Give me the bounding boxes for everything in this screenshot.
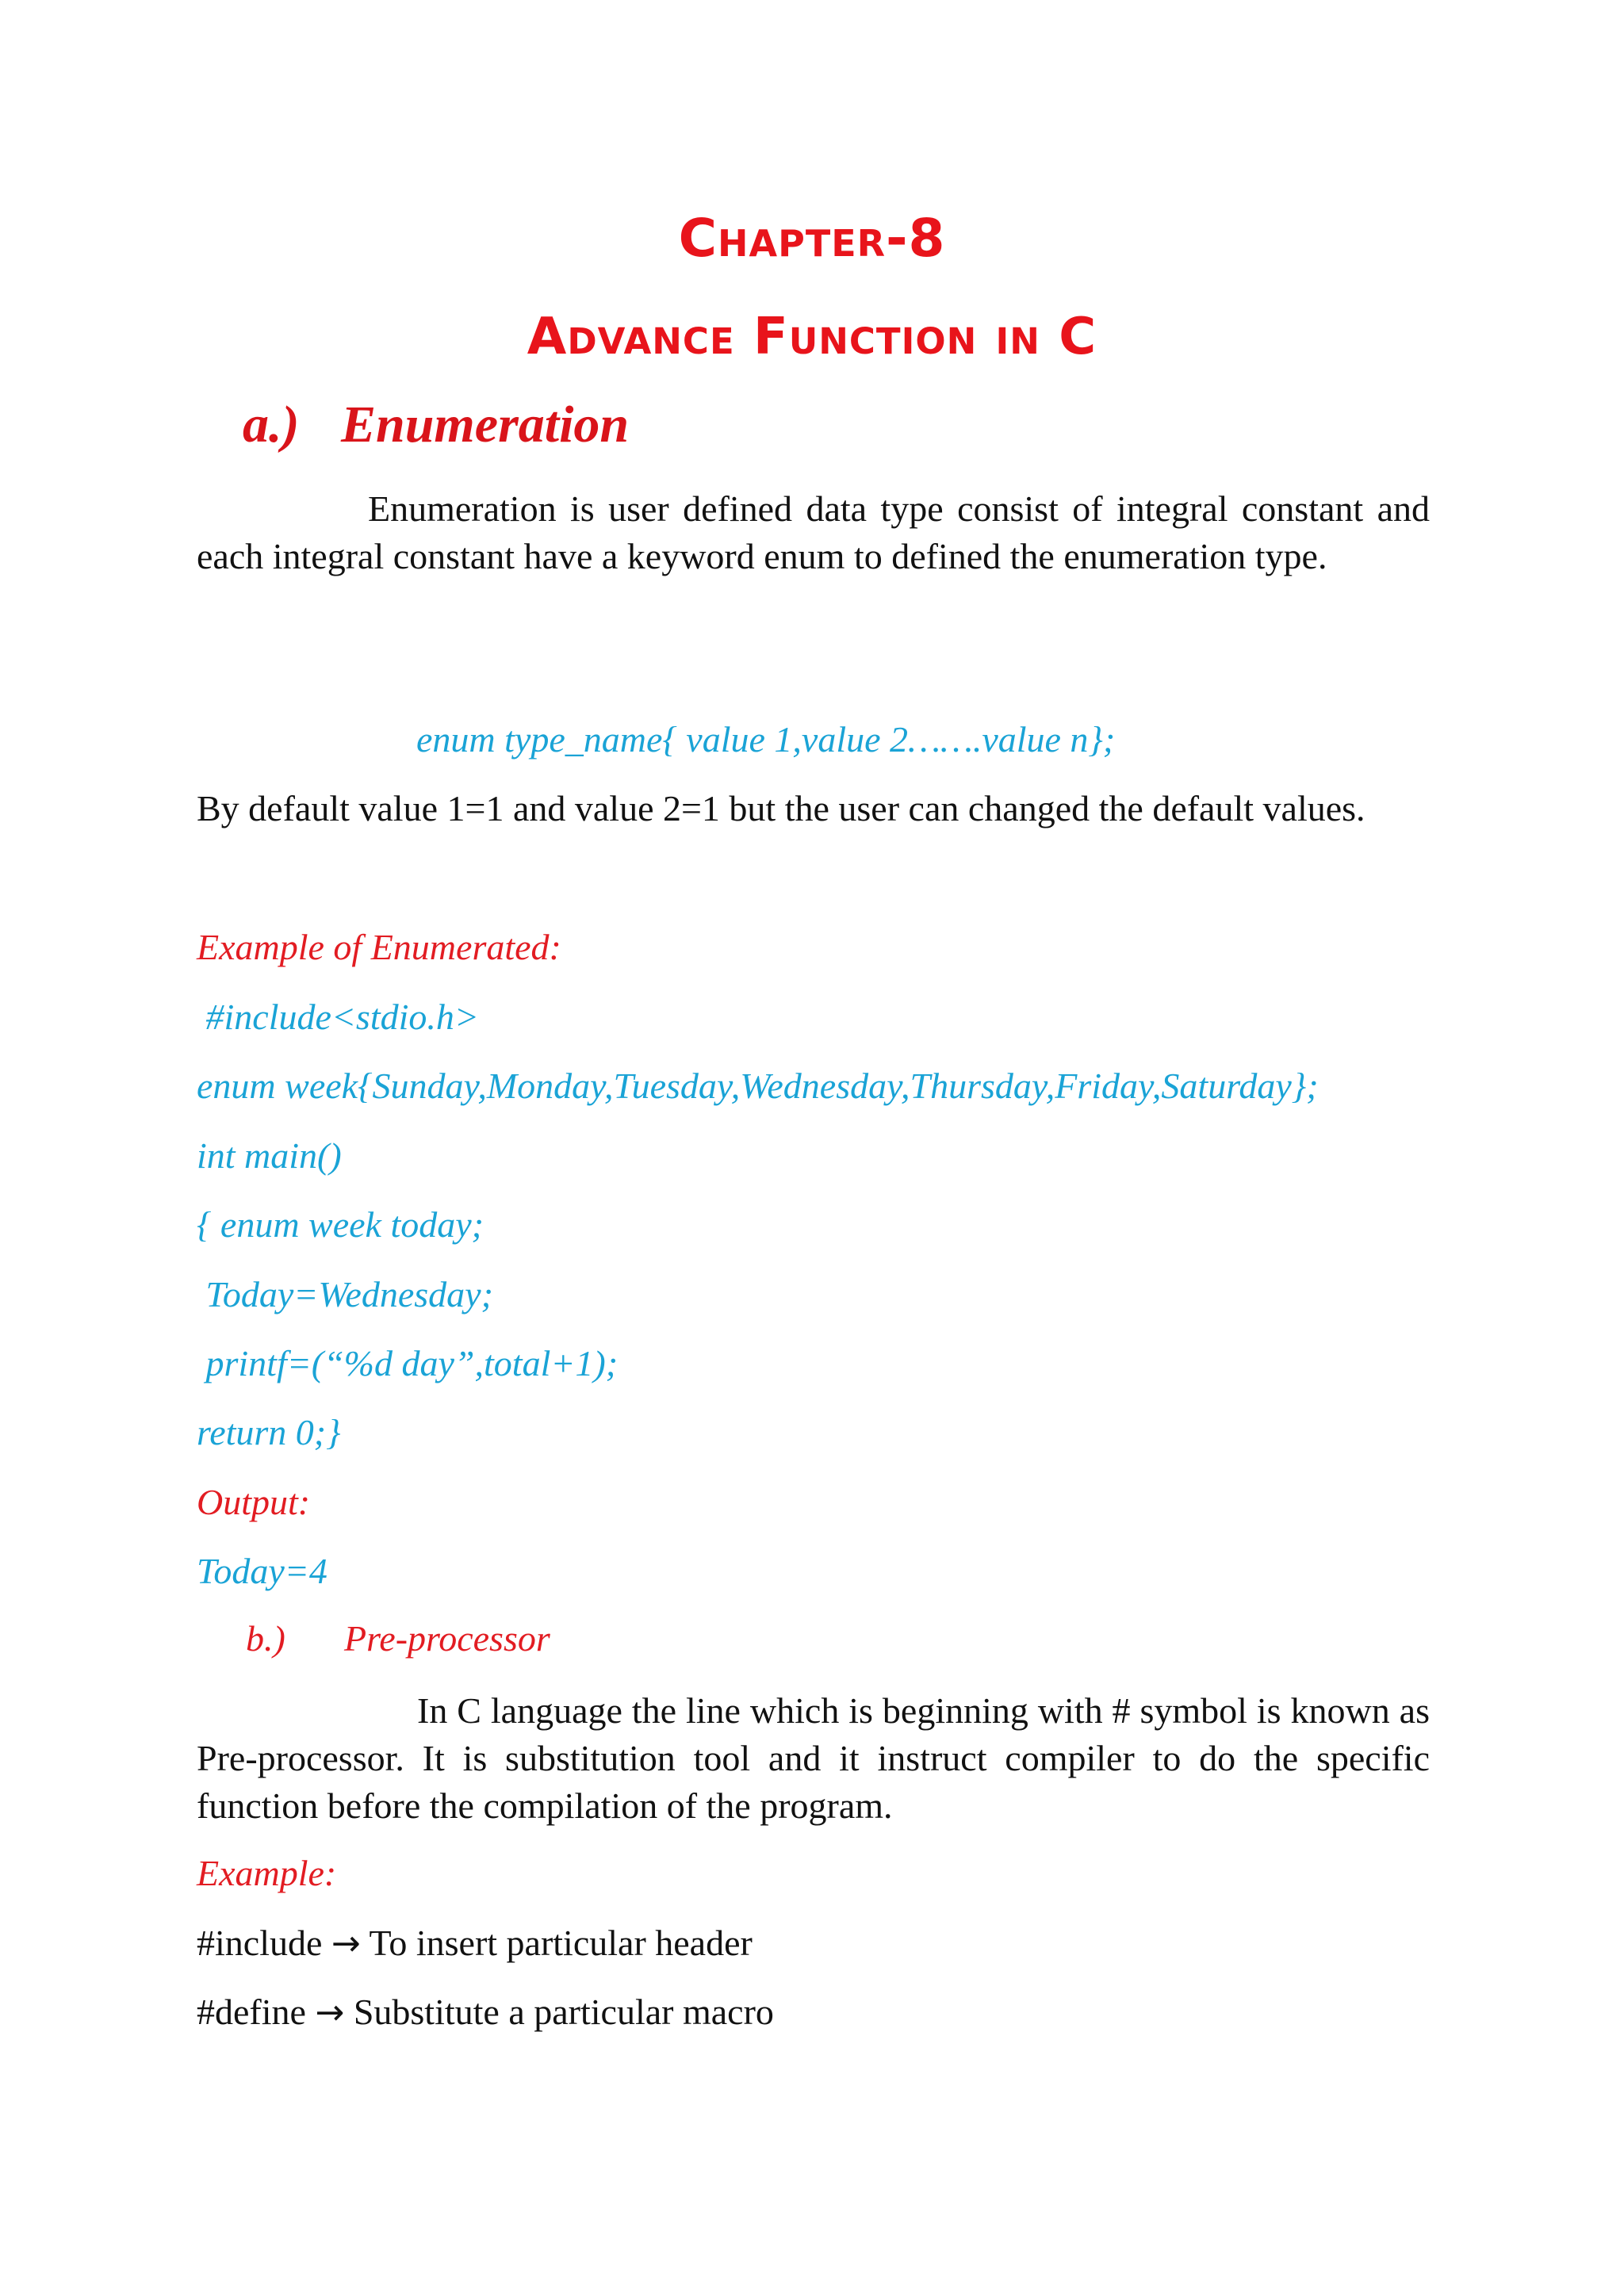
code-line-main: int main() [197,1135,342,1176]
section-b-title: Pre-processor [344,1618,550,1659]
arrow-right-icon: → [315,1992,345,2033]
directive-name: #define [197,1992,306,2032]
code-line-enum: enum week{Sunday,Monday,Tuesday,Wednesday,Thursday,Friday,Saturday}; [197,1066,1319,1106]
output-label: Output: [197,1482,311,1522]
code-line-include: #include<stdio.h> [197,997,479,1037]
code-line-printf: printf=(“%d day”,total+1); [197,1343,619,1383]
chapter-subtitle: Advance Function in C [527,308,1097,366]
code-line-return: return 0;} [197,1412,341,1452]
enumeration-paragraph: Enumeration is user defined data type consist of integral constant and each integral constant have a keyword enum to defined the enumeration type. [197,488,1430,576]
directive-desc: Substitute a particular macro [353,1992,774,2032]
preprocessor-paragraph: In C language the line which is beginning with # symbol is known as Pre-processor. It is substitution tool and it instruct compiler to do the specific function before the compilation of the program. [197,1690,1430,1826]
enum-syntax: enum type_name{ value 1,value 2…….value n}; [416,719,1116,760]
output-value: Today=4 [197,1551,327,1591]
default-note: By default value 1=1 and value 2=1 but the user can changed the default values. [197,788,1365,828]
section-a-title: Enumeration [341,396,630,453]
chapter-title: Chapter-8 [678,208,946,269]
code-line-declare: { enum week today; [197,1204,484,1245]
example-label: Example of Enumerated: [197,927,561,967]
example-label-b: Example: [197,1853,337,1893]
section-b-number: b.) [246,1618,285,1659]
directive-item-include [197,1922,753,1964]
code-line-assign: Today=Wednesday; [197,1274,493,1314]
section-a-heading [243,395,629,455]
section-b-heading [246,1617,550,1659]
directive-item-define [197,1991,774,2033]
directive-desc: To insert particular header [369,1923,753,1963]
arrow-right-icon: → [331,1923,361,1964]
section-a-number: a.) [243,396,300,453]
directive-name: #include [197,1923,323,1963]
